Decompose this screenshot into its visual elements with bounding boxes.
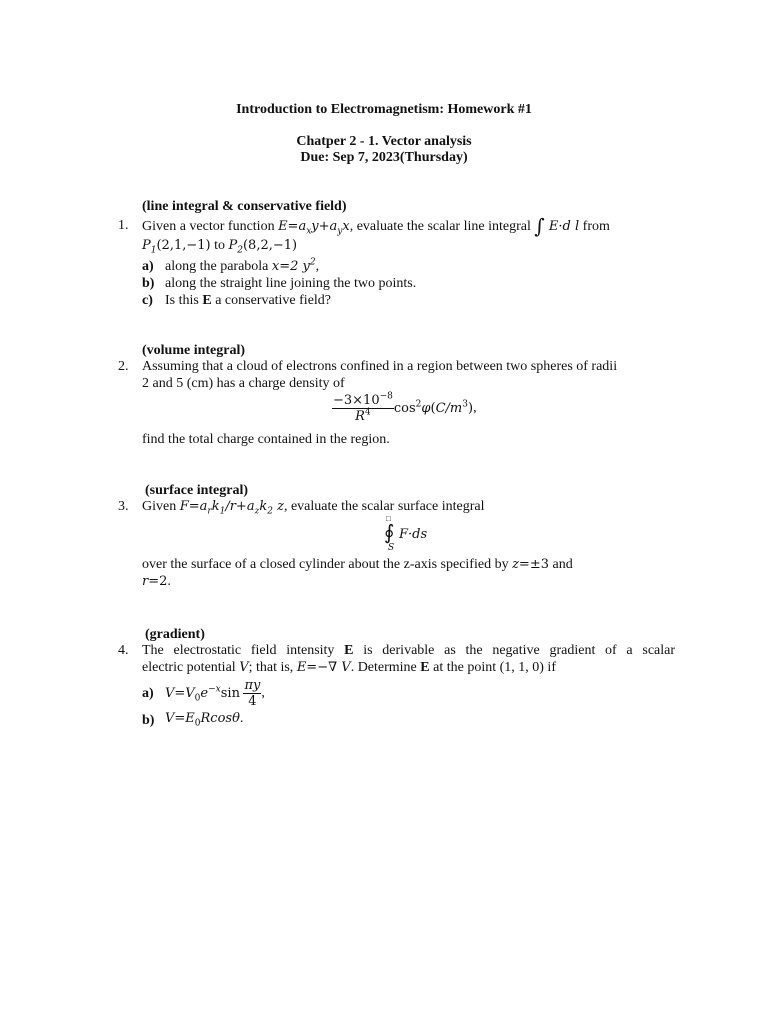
potential-equation-a: $V=V_0e^{-x}\sin$ $\frac{\pi y}{4}$ , [165,678,265,709]
problem-4-text-d: ; that is, [248,660,294,675]
problem-3-number: 3. [118,499,129,514]
problem-1c-bold-e: E [202,293,212,308]
problem-4b-label: b) [142,713,155,728]
problem-3-heading: (surface integral) [145,483,249,498]
problem-3-line-2 [142,557,573,573]
sine-argument-fraction: $\frac{\pi y}{4}$ [244,678,261,709]
z-range-equation: z=±3 [512,557,549,572]
problem-1-text-b: , evaluate the scalar line integral [349,219,531,234]
problem-4-text-b: is derivable as the negative gradient of a scalar [363,643,676,658]
potential-v-symbol: V [239,660,249,675]
gradient-equation: E=−∇ V [296,660,351,675]
problem-2-line-1: Assuming that a cloud of electrons confined in a region between two spheres of radii [142,359,618,374]
problem-1-heading: (line integral & conservative field) [142,199,347,214]
vector-function-equation: $E=a_xy+a_yx$ [278,219,350,237]
problem-1b-text: along the straight line joining the two points. [165,276,417,291]
point-p2: $P_2(8,2,-1)$ [228,238,298,256]
radius-equation: r=2 [142,574,168,589]
problem-4-line-2 [142,660,556,676]
surface-integral-expression: □ ∮ F·ds S [384,514,428,553]
charge-density-fraction: $\frac{-3\times 10^{-8}}{R^4}$ [333,391,393,424]
problem-3-line-1 [142,499,485,515]
problem-4-line-1 [142,643,675,659]
problem-1a-text: along the parabola x=2 $y^2$, [165,257,320,274]
problem-4-text-a: The electrostatic field intensity [142,643,335,658]
vector-field-f-equation: $F=a_rk_1/r+a_zk_2$ z [179,499,284,517]
problem-1a-label: a) [142,259,154,274]
problem-1-line-1 [142,214,610,238]
problem-3-text-c: over the surface of a closed cylinder about the z-axis specified by [142,557,509,572]
problem-1c-text [165,293,331,309]
problem-4-text-f: at the point (1, 1, 0) if [433,660,556,675]
problem-3-text-b: , evaluate the scalar surface integral [283,499,485,514]
problem-1-number: 1. [118,218,129,233]
problem-1-text-to: to [214,238,225,253]
problem-1c-pre: Is this [165,293,199,308]
point-p1: $P_1(2,1,-1)$ [142,238,211,256]
problem-3-text-d: and [552,557,573,572]
problem-3-text-a: Given [142,499,177,514]
problem-1-text-a: Given a vector function [142,219,275,234]
problem-1b-label: b) [142,276,155,291]
problem-1-line-2 [142,238,297,254]
problem-4a-label: a) [142,686,154,701]
due-date: Due: Sep 7, 2023(Thursday) [300,150,468,165]
chapter-subtitle: Chatper 2 - 1. Vector analysis [296,134,472,149]
problem-4-number: 4. [118,643,129,658]
problem-1c-post: a conservative field? [215,293,332,308]
potential-equation-b: $V=E_0Rcos\theta$. [165,711,244,729]
problem-4-heading: (gradient) [145,627,205,642]
problem-3-line-3: r=2. [142,574,171,589]
problem-4-text-c: electric potential [142,660,236,675]
problem-4-bold-e-2: E [420,660,430,675]
problem-4-bold-e-1: E [344,643,354,658]
parabola-equation: x=2 $y^2$ [271,257,316,274]
problem-4-text-e: . Determine [350,660,417,675]
problem-2-number: 2. [118,359,129,374]
charge-density-equation: $\frac{-3\times 10^{-8}}{R^4}$ $\cos^2\varphi(C/m^3)$, [333,391,477,424]
problem-1-text-c: from [582,219,610,234]
line-integral-expression: ∫ E·d l [534,214,580,238]
problem-1c-label: c) [142,293,153,308]
problem-1a-desc: along the parabola [165,259,269,274]
document-title: Introduction to Electromagnetism: Homework #1 [236,102,532,117]
problem-2-line-2: 2 and 5 (cm) has a charge density of [142,376,345,391]
problem-2-heading: (volume integral) [142,343,246,358]
problem-2-line-3: find the total charge contained in the region. [142,432,390,447]
